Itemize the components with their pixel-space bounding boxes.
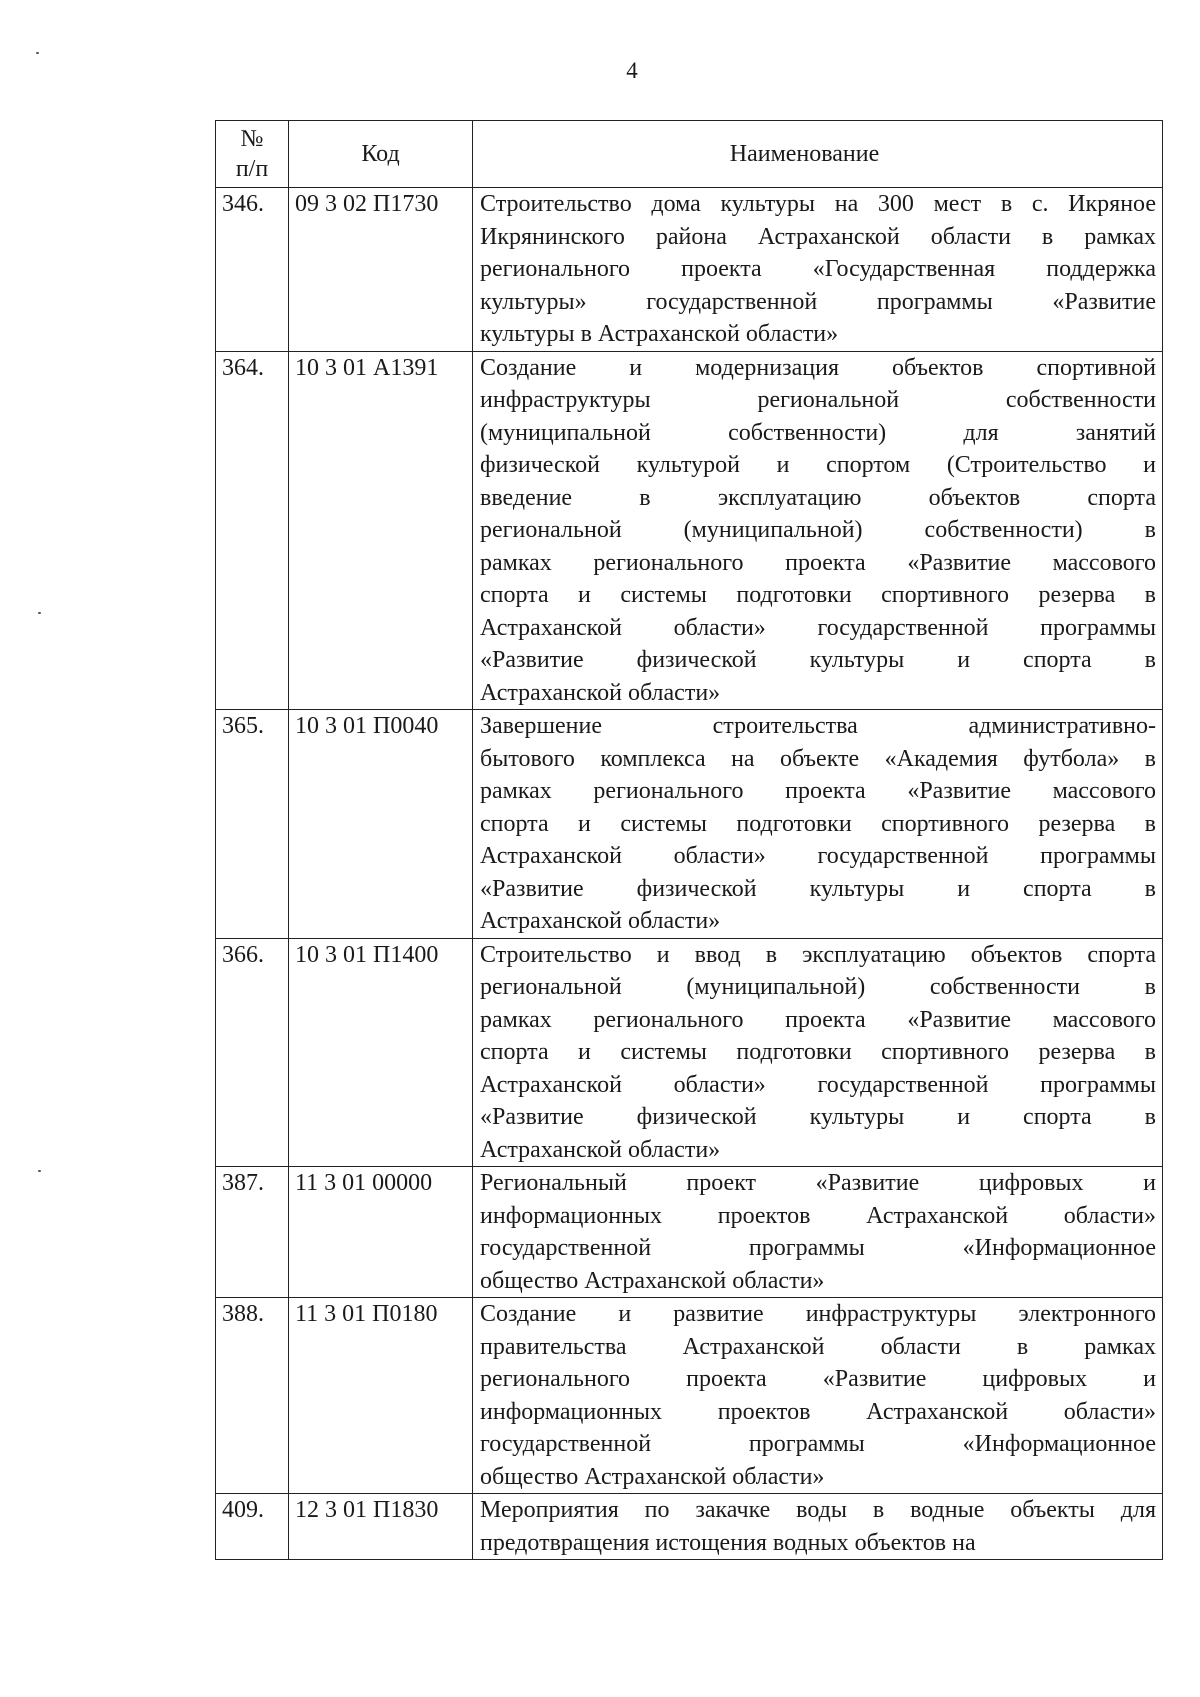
row-name-line: спорта и системы подготовки спортивного резерва в [480,582,1156,608]
row-name-line: рамках регионального проекта «Развитие массового [480,549,1156,576]
row-code: 11 3 01 П0180 [289,1298,473,1494]
row-name-line: Астраханской области» [480,679,721,706]
row-code: 10 3 01 А1391 [289,351,473,710]
row-name-line: «Развитие физической культуры и спорта в [480,1104,1156,1130]
row-code: 09 3 02 П1730 [289,188,473,352]
row-number: 387. [216,1167,289,1298]
row-code: 12 3 01 П1830 [289,1494,473,1560]
row-name-line: Астраханской области» [480,908,721,934]
row-name-line: информационных проектов Астраханской области» [480,1398,1156,1425]
row-name-line: спорта и системы подготовки спортивного резерва в [480,1039,1156,1065]
table-row [216,1494,1163,1560]
table-row [216,188,1163,352]
document-table [215,120,1163,1560]
row-name [473,1298,1163,1494]
row-name-line: инфраструктуры региональной собственности [480,387,1156,413]
row-name-line: информационных проектов Астраханской области» [480,1202,1156,1229]
row-name-line: Мероприятия по закачке воды в водные объекты для [480,1497,1156,1523]
row-name-line: Астраханской области» [480,1136,721,1163]
row-name-line: бытового комплекса на объекте «Академия футбола» в [480,745,1156,772]
row-name-line: предотвращения истощения водных объектов на [480,1529,976,1556]
row-name-line: регионального проекта «Государственная поддержка [480,256,1156,282]
row-name-line: региональной (муниципальной) собственности) в [480,517,1156,543]
row-name-line: рамках регионального проекта «Развитие массового [480,1006,1156,1033]
header-name: Наименование [473,121,1163,188]
row-number: 364. [216,351,289,710]
row-name-line: Создание и модернизация объектов спортивной [480,354,1156,381]
row-name [473,351,1163,710]
scan-speck [38,612,41,614]
row-number: 409. [216,1494,289,1560]
row-number: 365. [216,710,289,939]
row-name [473,938,1163,1167]
row-name-line: Астраханской области» государственной программы [480,843,1156,869]
row-number: 366. [216,938,289,1167]
row-number: 346. [216,188,289,352]
row-name-line: Региональный проект «Развитие цифровых и [480,1170,1156,1196]
row-name-line: Завершение строительства административно- [480,713,1156,739]
row-name-line: государственной программы «Информационное [480,1431,1156,1457]
scan-speck [36,52,39,54]
page-number: 4 [626,58,638,83]
row-name-line: Создание и развитие инфраструктуры электронного [480,1301,1156,1327]
row-name [473,1167,1163,1298]
row-name-line: Строительство дома культуры на 300 мест в с. Икряное [480,191,1156,217]
row-name-line: общество Астраханской области» [480,1267,825,1294]
row-name-line: культуры в Астраханской области» [480,321,839,347]
row-name-line: введение в эксплуатацию объектов спорта [480,484,1156,511]
table-row [216,1167,1163,1298]
table-row [216,710,1163,939]
row-code: 10 3 01 П0040 [289,710,473,939]
row-number: 388. [216,1298,289,1494]
row-name-line: Икрянинского района Астраханской области в рамках [480,223,1156,250]
row-name [473,188,1163,352]
row-name-line: «Развитие физической культуры и спорта в [480,647,1156,673]
scan-speck [38,1170,41,1172]
row-name-line: спорта и системы подготовки спортивного резерва в [480,810,1156,837]
row-name-line: Астраханской области» государственной программы [480,1071,1156,1098]
row-name-line: физической культурой и спортом (Строительство и [480,452,1156,478]
row-name [473,1494,1163,1560]
row-name-line: «Развитие физической культуры и спорта в [480,875,1156,902]
table-header-row [216,121,1163,188]
row-name-line: государственной программы «Информационное [480,1235,1156,1261]
row-name-line: общество Астраханской области» [480,1463,825,1490]
row-name-line: регионального проекта «Развитие цифровых и [480,1366,1156,1392]
row-name-line: (муниципальной собственности) для занятий [480,419,1156,446]
table-row [216,351,1163,710]
row-name-line: рамках регионального проекта «Развитие массового [480,778,1156,804]
row-name-line: региональной (муниципальной) собственности в [480,974,1156,1000]
header-num: № п/п [216,121,289,188]
row-name-line: Строительство и ввод в эксплуатацию объектов спорта [480,941,1156,968]
header-code: Код [289,121,473,188]
row-code: 10 3 01 П1400 [289,938,473,1167]
row-name-line: Астраханской области» государственной программы [480,614,1156,641]
table-row [216,1298,1163,1494]
row-name-line: правительства Астраханской области в рамках [480,1333,1156,1360]
row-name [473,710,1163,939]
row-name-line: культуры» государственной программы «Развитие [480,288,1156,315]
table-body [216,188,1163,1560]
row-code: 11 3 01 00000 [289,1167,473,1298]
table-row [216,938,1163,1167]
